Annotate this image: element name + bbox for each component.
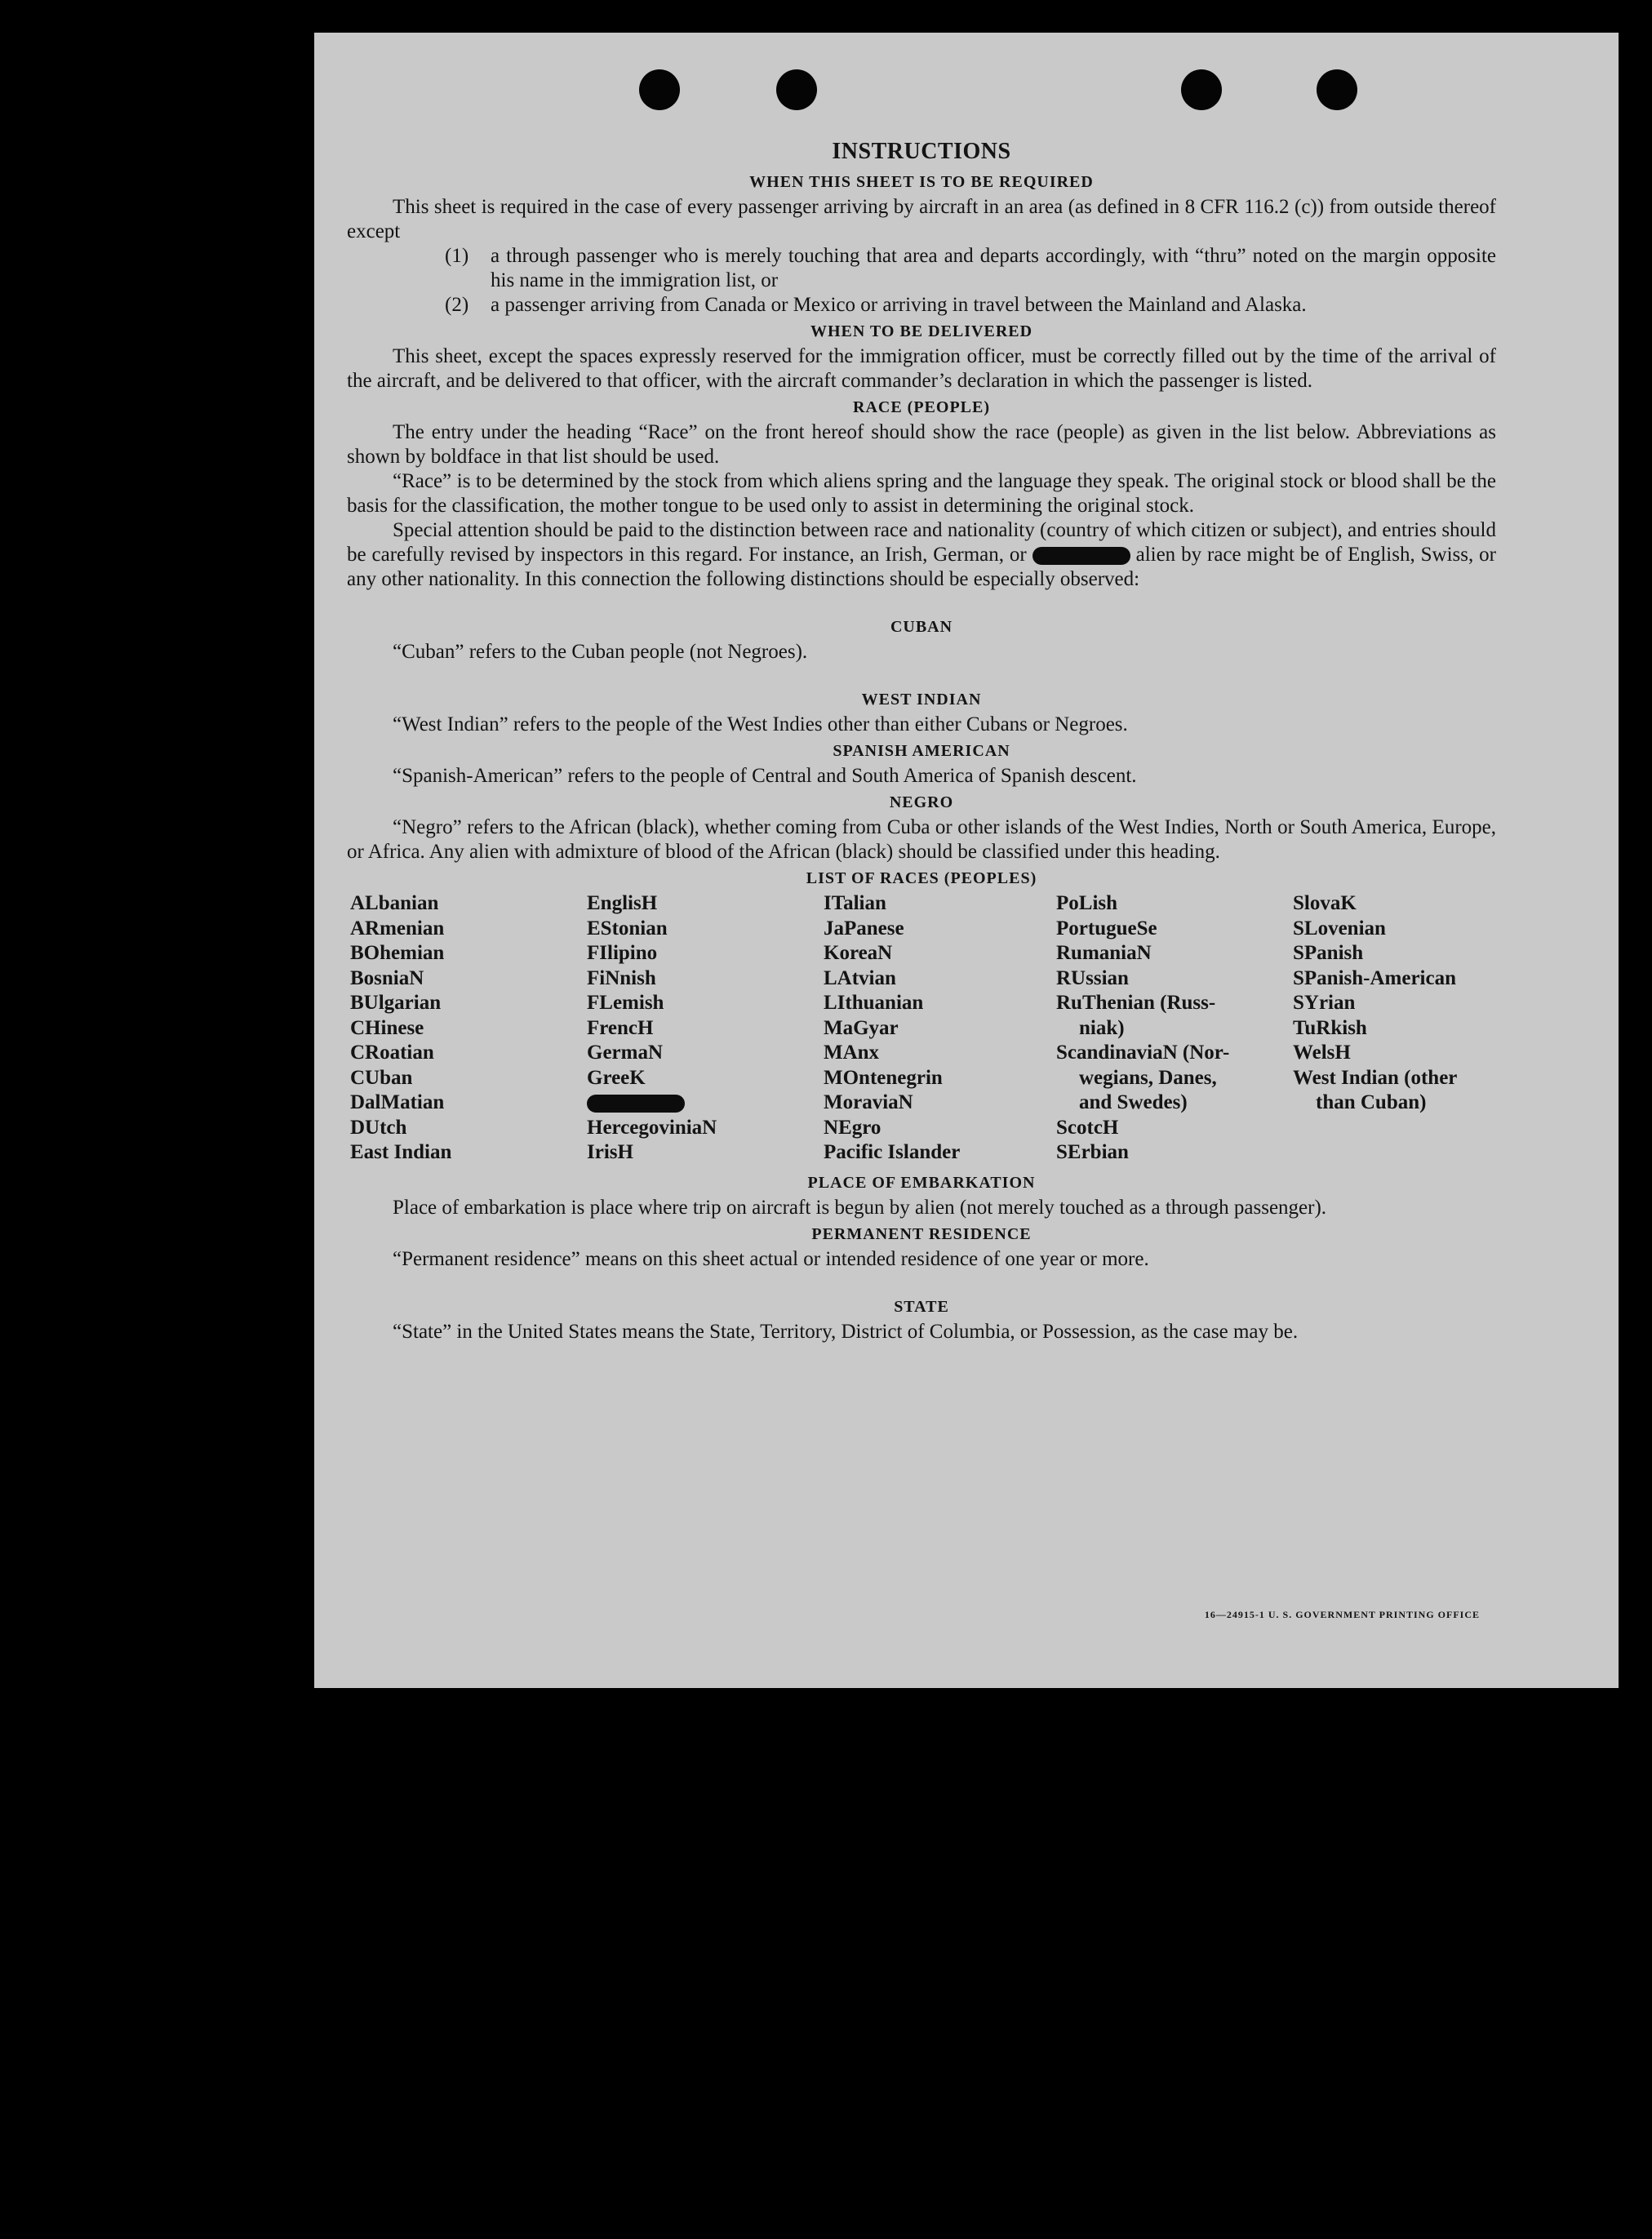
west-indian-text: “West Indian” refers to the people of the West Indies other than either Cubans or Negroes. — [393, 713, 1128, 735]
race-entry: SPanish — [1293, 942, 1364, 964]
instruction-sheet — [314, 33, 1619, 1688]
race-entry: MaGyar — [824, 1016, 899, 1039]
race-paragraph-3-end: alien by race might be of English, Swiss, or any other nationality. In this connection the following distinctions should be especially observed: — [347, 544, 1496, 590]
race-entry: RumaniaN — [1056, 942, 1152, 964]
redaction-mark — [587, 1095, 685, 1113]
section-heading-list-of-races: LIST OF RACES (PEOPLES) — [806, 869, 1037, 887]
spanish-american-text: “Spanish-American” refers to the people of Central and South America of Spanish descent. — [393, 765, 1137, 787]
race-entry: ScandinaviaN (Nor- — [1056, 1042, 1230, 1064]
when-delivered-text: This sheet, except the spaces expressly reserved for the immigration officer, must be correctly filled out by the time of the arrival of the aircraft, and be delivered to that officer, with the aircraft commander’s declaration in which the passenger is listed. — [347, 345, 1496, 392]
race-column-3 — [824, 891, 1056, 1166]
exception-item — [445, 244, 1496, 293]
section-heading-cuban: CUBAN — [890, 618, 953, 636]
section-heading-spanish-american: SPANISH AMERICAN — [833, 742, 1010, 760]
punch-hole — [639, 69, 680, 110]
printing-office-code: 16—24915-1 U. S. GOVERNMENT PRINTING OFFICE — [1204, 1609, 1480, 1620]
race-entry-continuation: and Swedes) — [1079, 1091, 1188, 1113]
section-heading-when-required: WHEN THIS SHEET IS TO BE REQUIRED — [749, 173, 1094, 191]
cuban-text: “Cuban” refers to the Cuban people (not Negroes). — [393, 641, 808, 663]
embarkation-text: Place of embarkation is place where trip on aircraft is begun by alien (not merely touched as a through passenger). — [393, 1196, 1327, 1219]
race-entry: GermaN — [587, 1042, 664, 1064]
race-list — [350, 891, 1496, 1166]
race-column-4 — [1056, 891, 1293, 1166]
race-entry: Pacific Islander — [824, 1141, 961, 1163]
redacted-race-entry — [587, 1091, 824, 1116]
race-paragraph-3 — [347, 518, 1496, 592]
race-entry: DalMatian — [350, 1091, 445, 1113]
redaction-mark — [1032, 547, 1130, 565]
race-entry: LAtvian — [824, 966, 896, 989]
race-column-5 — [1293, 891, 1513, 1166]
race-entry: ALbanian — [350, 892, 439, 914]
race-entry: CRoatian — [350, 1042, 434, 1064]
race-entry: EStonian — [587, 917, 668, 940]
race-entry: BOhemian — [350, 942, 445, 964]
race-entry: EnglisH — [587, 892, 658, 914]
race-entry: KoreaN — [824, 942, 893, 964]
section-heading-when-delivered: WHEN TO BE DELIVERED — [810, 322, 1033, 340]
section-heading-west-indian: WEST INDIAN — [861, 691, 982, 709]
race-entry: FiNnish — [587, 966, 656, 989]
item-text: a passenger arriving from Canada or Mexico or arriving in travel between the Mainland and Alaska. — [491, 294, 1307, 316]
race-entry: TuRkish — [1293, 1016, 1367, 1039]
race-entry: HercegoviniaN — [587, 1116, 717, 1139]
race-entry: BUlgarian — [350, 992, 442, 1014]
race-entry-continuation: than Cuban) — [1316, 1091, 1427, 1113]
item-text: a through passenger who is merely touching that area and departs accordingly, with “thru” noted on the margin opposite his name in the immigration list, or — [491, 245, 1496, 291]
item-number: (1) — [445, 245, 469, 267]
exception-item — [445, 293, 1496, 318]
punch-hole — [1181, 69, 1222, 110]
race-entry: NEgro — [824, 1116, 882, 1139]
race-entry: SLovenian — [1293, 917, 1386, 940]
race-entry: East Indian — [350, 1141, 452, 1163]
race-entry: ITalian — [824, 892, 886, 914]
race-entry: SlovaK — [1293, 892, 1357, 914]
race-paragraph-2: “Race” is to be determined by the stock from which aliens spring and the language they speak. The original stock or blood shall be the basis for the classification, the mother tongue to be used only to assist in determining the original stock. — [347, 470, 1496, 517]
race-entry: GreeK — [587, 1066, 646, 1089]
race-entry: ARmenian — [350, 917, 445, 940]
race-entry: PoLish — [1056, 892, 1118, 914]
punch-hole — [1317, 69, 1357, 110]
negro-text: “Negro” refers to the African (black), whether coming from Cuba or other islands of the West Indies, North or South America, Europe, or Africa. Any alien with admixture of blood of the African (black) should be classified under this heading. — [347, 816, 1496, 863]
page-title: INSTRUCTIONS — [832, 139, 1011, 164]
race-entry: DUtch — [350, 1116, 407, 1139]
race-entry: SYrian — [1293, 992, 1356, 1014]
section-heading-residence: PERMANENT RESIDENCE — [811, 1224, 1032, 1243]
section-heading-race: RACE (PEOPLE) — [853, 398, 990, 416]
race-entry: MoraviaN — [824, 1091, 913, 1113]
race-column-2 — [587, 891, 824, 1166]
section-heading-negro: NEGRO — [889, 793, 954, 811]
race-entry: RuThenian (Russ- — [1056, 992, 1216, 1014]
race-entry: LIthuanian — [824, 992, 924, 1014]
race-entry: FLemish — [587, 992, 664, 1014]
race-entry: FrencH — [587, 1016, 654, 1039]
section-heading-state: STATE — [894, 1297, 949, 1316]
race-entry: BosniaN — [350, 966, 424, 989]
race-entry: CUban — [350, 1066, 413, 1089]
race-entry: ScotcH — [1056, 1116, 1119, 1139]
race-entry: SErbian — [1056, 1141, 1129, 1163]
race-entry: SPanish-American — [1293, 966, 1456, 989]
race-entry-continuation: niak) — [1079, 1016, 1125, 1039]
punch-hole — [776, 69, 817, 110]
item-number: (2) — [445, 294, 469, 316]
residence-text: “Permanent residence” means on this sheet actual or intended residence of one year or more. — [393, 1247, 1149, 1270]
race-entry: PortugueSe — [1056, 917, 1157, 940]
race-entry: West Indian (other — [1293, 1066, 1458, 1089]
race-entry: JaPanese — [824, 917, 904, 940]
section-heading-embarkation: PLACE OF EMBARKATION — [807, 1173, 1036, 1192]
race-entry: IrisH — [587, 1141, 633, 1163]
race-entry: FIlipino — [587, 942, 658, 964]
exception-list — [445, 244, 1496, 318]
race-paragraph-3-start: Special attention should be paid to the distinction between race and nationality (country of which citizen or subject), and entries should be carefully revised by inspectors in this regard. For instance, an Irish, German, or — [347, 519, 1496, 566]
race-column-1 — [350, 891, 587, 1166]
race-entry: CHinese — [350, 1016, 424, 1039]
race-entry: MAnx — [824, 1042, 880, 1064]
race-paragraph-1: The entry under the heading “Race” on the front hereof should show the race (people) as given in the list below. Abbreviations as shown by boldface in that list should be used. — [347, 421, 1496, 468]
race-entry: RUssian — [1056, 966, 1129, 989]
when-required-text: This sheet is required in the case of every passenger arriving by aircraft in an area (as defined in 8 CFR 116.2 (c)) from outside thereof except — [347, 196, 1496, 242]
race-entry-continuation: wegians, Danes, — [1079, 1066, 1217, 1089]
race-entry: MOntenegrin — [824, 1066, 943, 1089]
race-entry: WelsH — [1293, 1042, 1351, 1064]
state-text: “State” in the United States means the State, Territory, District of Columbia, or Possession, as the case may be. — [393, 1320, 1299, 1343]
